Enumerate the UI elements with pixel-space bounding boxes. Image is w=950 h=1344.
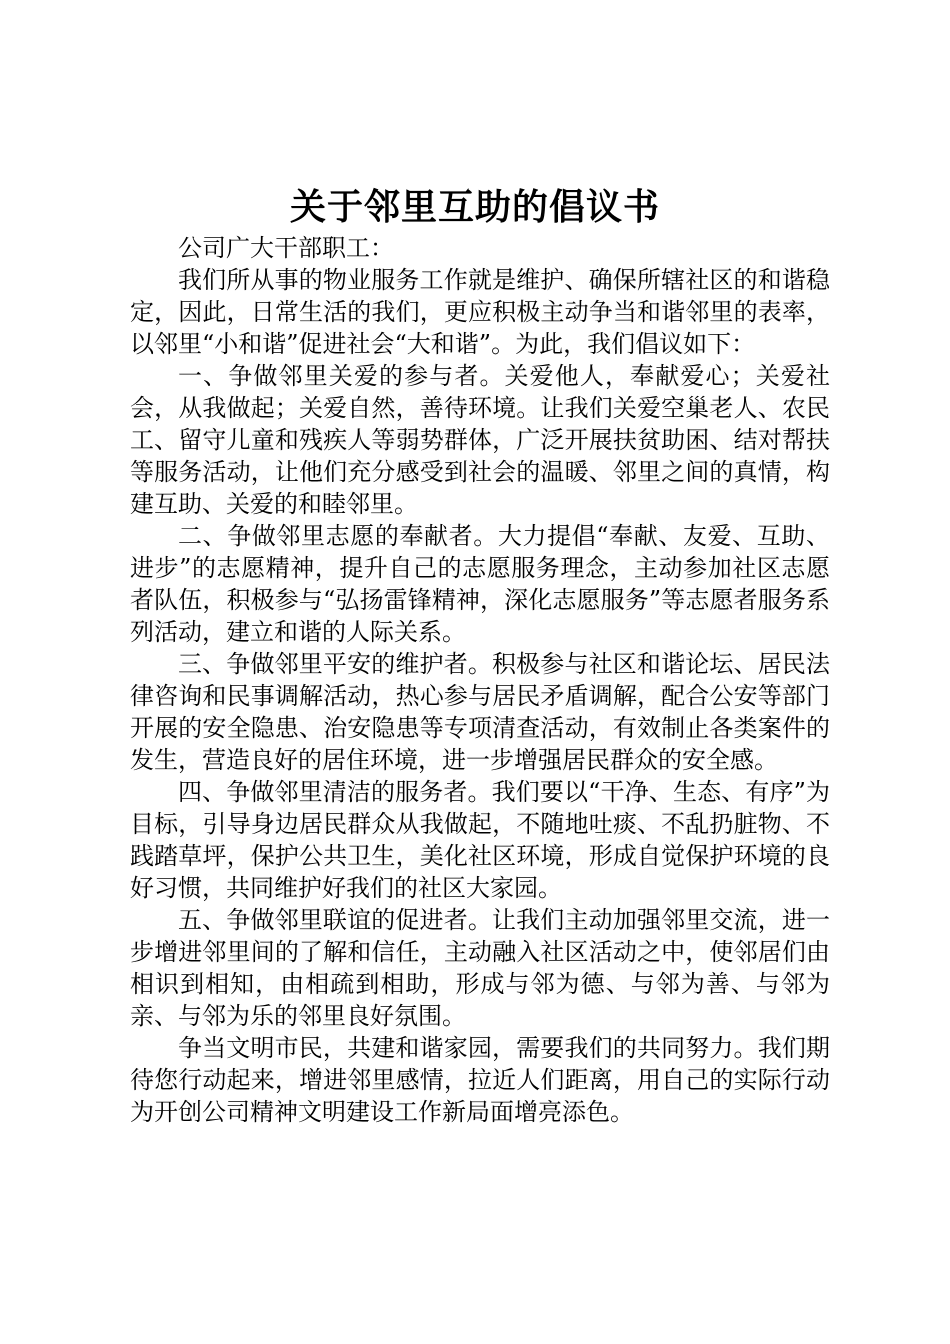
paragraph-item-5: 五、争做邻里联谊的促进者。让我们主动加强邻里交流，进一步增进邻里间的了解和信任，主动融入社区活动之中，使邻居们由相识到相知，由相疏到相助，形成与邻为德、与邻为善、与邻为亲、与邻为乐的邻里良好氛围。 bbox=[130, 906, 830, 1030]
paragraph-item-2: 二、争做邻里志愿的奉献者。大力提倡“奉献、友爱、互助、进步”的志愿精神，提升自己的志愿服务理念，主动参加社区志愿者队伍，积极参与“弘扬雷锋精神，深化志愿服务”等志愿者服务系列活动，建立和谐的人际关系。 bbox=[130, 522, 830, 646]
paragraph-item-4: 四、争做邻里清洁的服务者。我们要以“干净、生态、有序”为目标，引导身边居民群众从我做起，不随地吐痰、不乱扔脏物、不践踏草坪，保护公共卫生，美化社区环境，形成自觉保护环境的良好习惯，共同维护好我们的社区大家园。 bbox=[130, 778, 830, 902]
document-title: 关于邻里互助的倡议书 bbox=[289, 187, 660, 228]
paragraph-item-3: 三、争做邻里平安的维护者。积极参与社区和谐论坛、居民法律咨询和民事调解活动，热心参与居民矛盾调解，配合公安等部门开展的安全隐患、治安隐患等专项清查活动，有效制止各类案件的发生，营造良好的居住环境，进一步增强居民群众的安全感。 bbox=[130, 650, 830, 774]
paragraph-intro: 我们所从事的物业服务工作就是维护、确保所辖社区的和谐稳定，因此，日常生活的我们，更应积极主动争当和谐邻里的表率，以邻里“小和谐”促进社会“大和谐”。为此，我们倡议如下： bbox=[130, 266, 830, 358]
paragraph-closing: 争当文明市民，共建和谐家园，需要我们的共同努力。我们期待您行动起来，增进邻里感情，拉近人们距离，用自己的实际行动为开创公司精神文明建设工作新局面增亮添色。 bbox=[130, 1034, 830, 1126]
paragraph-item-1: 一、争做邻里关爱的参与者。关爱他人，奉献爱心；关爱社会，从我做起；关爱自然，善待环境。让我们关爱空巢老人、农民工、留守儿童和残疾人等弱势群体，广泛开展扶贫助困、结对帮扶等服务活动，让他们充分感受到社会的温暖、邻里之间的真情，构建互助、关爱的和睦邻里。 bbox=[130, 362, 830, 518]
document-body bbox=[130, 232, 830, 1128]
greeting-line: 公司广大干部职工： bbox=[178, 234, 394, 262]
